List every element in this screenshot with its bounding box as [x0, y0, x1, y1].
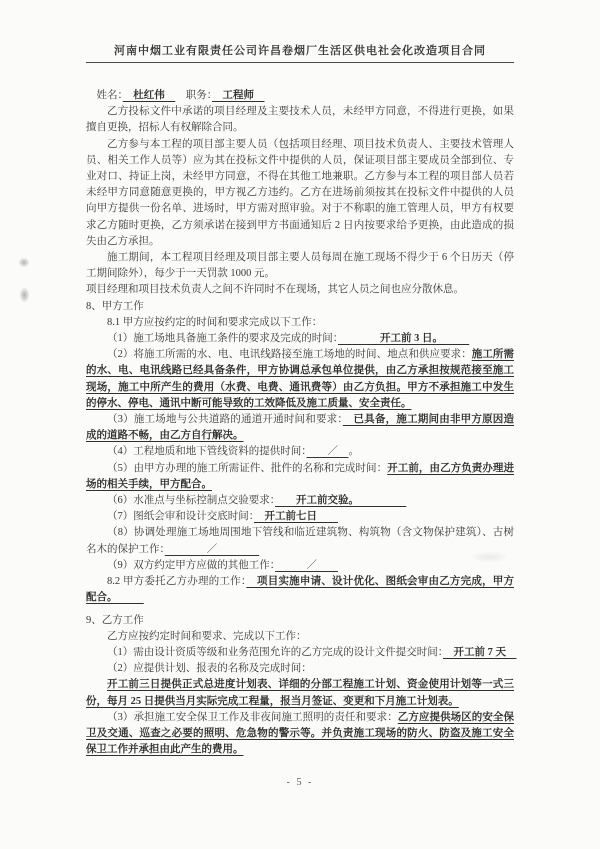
static-text: （6）水准点与坐标控制点交验要求：: [107, 495, 275, 507]
page-content: [86, 42, 517, 758]
static-text: （7）图纸会审和设计交底时间：: [107, 511, 254, 523]
paragraph: [86, 574, 514, 606]
paragraph: [86, 88, 514, 104]
filled-blank-text: 开工前 7 天: [443, 646, 517, 658]
filled-blank-text: 施工所需的水、电、电讯线路已经具备条件，甲方协调总承包单位提供，由乙方承担按规范接至施工现场，施工中所产生的费用（水费、电费、通讯费等）由乙方负担。甲方不承担施工中发生的停水、停电、通讯中断可能导致的工效降低及施工质量、安全责任。: [86, 349, 514, 409]
paragraph: [86, 629, 514, 645]
static-text: 施工期间，本工程项目经理及项目部主要人员每周在施工现场不得少于 6 个日历天（停工期间除外），每少于一天罚款 1000 元。: [86, 252, 514, 280]
paragraph: [86, 104, 514, 136]
static-text: 。: [348, 446, 359, 458]
paragraph: [86, 661, 514, 677]
paragraph: [86, 493, 514, 509]
paragraph: [86, 645, 517, 661]
static-text: （1）需由设计资质等级和业务范围允许的乙方完成的设计文件提交时间：: [107, 646, 443, 658]
scan-artifact-smudge: [19, 258, 29, 267]
static-text: （3）承担施工安全保卫工作及非夜间施工照明的责任和要求：: [107, 711, 398, 723]
filled-blank-text: 开工前 3 日。: [338, 333, 470, 345]
paragraph: [86, 137, 514, 250]
filled-blank-text: 杜红伟: [122, 90, 176, 101]
paragraph: [86, 558, 514, 574]
static-text: 9、乙方工作: [86, 614, 144, 626]
static-text: （4）工程地质和地下管线资料的提供时间：: [107, 446, 307, 458]
paragraph: [86, 461, 514, 493]
filled-blank-text: 工程师: [212, 90, 265, 101]
static-text: 项目经理和项目技术负责人之间不许同时不在现场，其它人员之间也应分散休息。: [86, 284, 464, 296]
document-body: [86, 88, 517, 758]
paragraph: [86, 710, 514, 759]
static-text: 姓名：: [96, 90, 123, 101]
paragraph: [86, 509, 514, 525]
filled-blank-text: 开工前，由乙方负责办理进场的相关手续，甲方配合。: [86, 462, 514, 490]
filled-blank-text: 项目实施申请、设计优化、图纸会审由乙方完成，甲方配合。: [86, 576, 515, 604]
blank-underline: ／: [306, 446, 349, 458]
paragraph: [86, 315, 514, 331]
paragraph: [86, 613, 514, 629]
paragraph: [86, 282, 514, 298]
page-number: - 5 -: [286, 777, 314, 788]
static-text: （1）施工场地具备施工条件的要求及完成的时间：: [107, 333, 338, 345]
filled-blank-text: 已具备，施工期间由非甲方原因造成的道路不畅，由乙方自行解决。: [86, 414, 515, 442]
paragraph: [86, 299, 514, 315]
paragraph: [86, 525, 514, 557]
document-header-title: 河南中烟工业有限责任公司许昌卷烟厂生活区供电社会化改造项目合同: [114, 45, 486, 57]
static-text: 8、甲方工作: [86, 300, 144, 312]
filled-blank-text: 开工前交验。: [275, 495, 407, 507]
blank-underline: ／: [275, 559, 338, 571]
static-text: （9）双方约定甲方应做的其他工作：: [107, 559, 275, 571]
blank-underline: ／: [164, 543, 260, 555]
paragraph: [86, 444, 514, 460]
static-text: 乙方应按约定时间和要求、完成以下工作：: [107, 630, 307, 642]
scan-artifact-smudge: [20, 288, 29, 302]
static-text: 乙方投标文件中承诺的项目经理及主要技术人员，未经甲方同意，不得进行更换，如果擅自更换，招标人有权解除合同。: [86, 106, 514, 134]
static-text: （3）施工场地与公共道路的通道开通时间和要求：: [107, 414, 343, 426]
paragraph: [86, 347, 514, 412]
static-text: （2）应提供计划、报表的名称及完成时间：: [107, 663, 312, 675]
paragraph: [86, 250, 514, 282]
static-text: 乙方参与本工程的项目部主要人员（包括项目经理、项目技术负责人、主要技术管理人员、相关工作人员等）应为其在投标文件中提供的人员，保证项目部主要成员全部到位、专业对口、持证上岗，未经甲方同意，不得在其他工地兼职。乙方参与本工程的项目部人员若未经甲方同意随意更换的，甲方视乙方违约。乙方在进场前须按其在投标文件中提供的人员向甲方提供一份名单、进场时，甲方需对照审验。对于不称职的施工管理人员，甲方有权要求乙方随时更换，乙方须承诺在接到甲方书面通知后 2 日内按要求给予更换，由此造成的损失由乙方承担。: [86, 138, 514, 247]
static-text: （8）协调处理施工场地周围地下管线和临近建筑物、构筑物（含文物保护建筑）、古树名木的保护工作：: [86, 527, 514, 555]
filled-blank-text: 乙方应提供场区的安全保卫及交通、巡查之必要的照明、危急物的警示等。并负责施工现场的防火、防盗及施工安全保卫工作并承担由此产生的费用。: [86, 711, 515, 756]
filled-blank-text: 开工前七日: [254, 511, 338, 523]
paragraph: [86, 331, 514, 347]
header-divider-line: [86, 62, 514, 63]
paragraph: [86, 677, 514, 709]
static-text: （2）将施工所需的水、电、电讯线路接至施工场地的时间、地点和供应要求：: [107, 349, 472, 361]
static-text: （5）由甲方办理的施工所需证件、批件的名称和完成时间：: [107, 462, 388, 474]
filled-blank-text: 开工前三日提供正式总进度计划表、详细的分部工程施工计划、资金使用计划等一式三份，每月 25 日提供当月实际完成工程量，报当月签证、变更和下月施工计划表。: [86, 679, 514, 707]
static-text: 职务：: [175, 90, 212, 101]
static-text: 8.2 甲方委托乙方办理的工作：: [107, 576, 247, 588]
paragraph: [86, 412, 514, 444]
static-text: 8.1 甲方应按约定的时间和要求完成以下工作：: [107, 316, 323, 328]
